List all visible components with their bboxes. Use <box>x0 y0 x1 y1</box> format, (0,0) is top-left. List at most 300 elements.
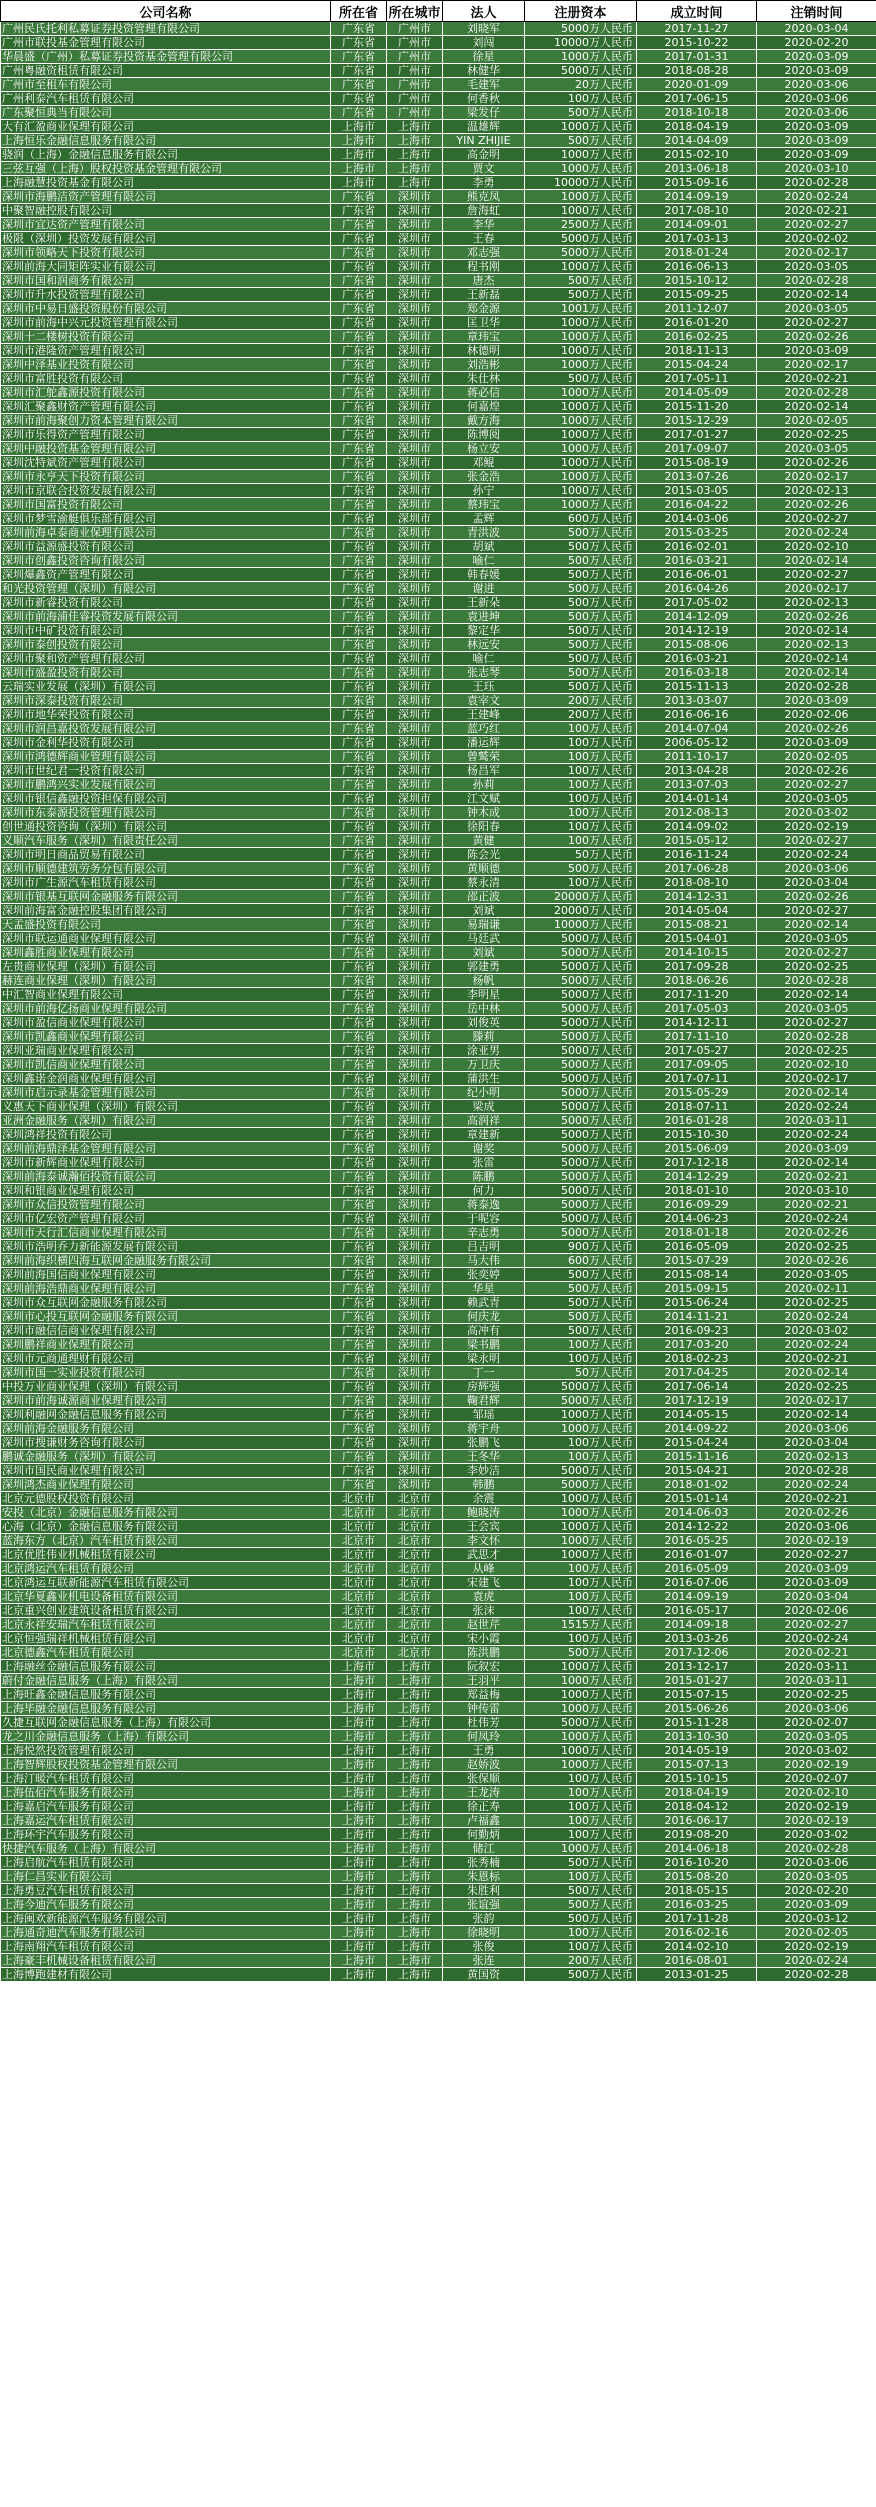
cell-legal-rep: 邹瑶 <box>443 1408 525 1422</box>
cell-province: 上海市 <box>331 1912 387 1926</box>
cell-reg-capital: 1000万人民币 <box>525 1688 637 1702</box>
cell-established: 2015-10-30 <box>637 1128 757 1142</box>
cell-established: 2018-08-10 <box>637 876 757 890</box>
cell-province: 上海市 <box>331 134 387 148</box>
cell-legal-rep: 王新磊 <box>443 288 525 302</box>
cell-legal-rep: 王珏 <box>443 680 525 694</box>
cell-legal-rep: 阮叙宏 <box>443 1660 525 1674</box>
table-row <box>1 596 876 610</box>
cell-cancelled: 2020-02-13 <box>757 596 876 610</box>
cell-legal-rep: 何香秋 <box>443 92 525 106</box>
cell-company-name: 深圳市启示录基金管理有限公司 <box>1 1086 331 1100</box>
cell-province: 广东省 <box>331 834 387 848</box>
table-row <box>1 1394 876 1408</box>
cell-legal-rep: 黄国资 <box>443 1968 525 1982</box>
cell-company-name: 深圳市东泰源投资管理有限公司 <box>1 806 331 820</box>
cell-cancelled: 2020-02-27 <box>757 1548 876 1562</box>
table-row <box>1 204 876 218</box>
cell-cancelled: 2020-02-24 <box>757 1212 876 1226</box>
cell-province: 广东省 <box>331 722 387 736</box>
cell-city: 上海市 <box>387 162 443 176</box>
cell-province: 广东省 <box>331 456 387 470</box>
cell-cancelled: 2020-02-14 <box>757 1086 876 1100</box>
cell-established: 2016-06-13 <box>637 260 757 274</box>
cell-cancelled: 2020-03-09 <box>757 64 876 78</box>
cell-reg-capital: 500万人民币 <box>525 134 637 148</box>
cell-established: 2018-04-19 <box>637 120 757 134</box>
cell-established: 2015-08-19 <box>637 456 757 470</box>
table-row <box>1 1184 876 1198</box>
cell-reg-capital: 1000万人民币 <box>525 190 637 204</box>
cell-established: 2014-09-01 <box>637 218 757 232</box>
cell-established: 2018-10-18 <box>637 106 757 120</box>
cell-reg-capital: 900万人民币 <box>525 1240 637 1254</box>
cell-province: 北京市 <box>331 1562 387 1576</box>
cell-city: 上海市 <box>387 1660 443 1674</box>
cell-company-name: 深圳市永亨天下投资有限公司 <box>1 470 331 484</box>
cell-province: 广东省 <box>331 22 387 36</box>
cell-cancelled: 2020-03-05 <box>757 792 876 806</box>
cell-cancelled: 2020-02-24 <box>757 1310 876 1324</box>
cell-reg-capital: 5000万人民币 <box>525 64 637 78</box>
table-row <box>1 1324 876 1338</box>
cell-legal-rep: 谢进 <box>443 582 525 596</box>
cell-company-name: 深圳市汇鸵鑫源投资有限公司 <box>1 386 331 400</box>
cell-province: 上海市 <box>331 1940 387 1954</box>
cell-province: 广东省 <box>331 946 387 960</box>
cell-established: 2018-04-19 <box>637 1786 757 1800</box>
table-row <box>1 1604 876 1618</box>
cell-city: 北京市 <box>387 1534 443 1548</box>
cell-established: 2016-07-06 <box>637 1576 757 1590</box>
cell-established: 2015-08-06 <box>637 638 757 652</box>
table-row <box>1 1016 876 1030</box>
cell-established: 2016-02-25 <box>637 330 757 344</box>
cell-established: 2018-07-11 <box>637 1100 757 1114</box>
cell-cancelled: 2020-02-26 <box>757 1506 876 1520</box>
cell-reg-capital: 500万人民币 <box>525 1310 637 1324</box>
cell-city: 北京市 <box>387 1506 443 1520</box>
cell-legal-rep: 杨昌军 <box>443 764 525 778</box>
cell-cancelled: 2020-02-21 <box>757 372 876 386</box>
cell-cancelled: 2020-02-19 <box>757 1940 876 1954</box>
cell-company-name: 深圳市中易日盛投资股份有限公司 <box>1 302 331 316</box>
cell-legal-rep: 贾文 <box>443 162 525 176</box>
cell-province: 广东省 <box>331 554 387 568</box>
table-row <box>1 428 876 442</box>
table-row <box>1 1800 876 1814</box>
cell-legal-rep: 匡卫华 <box>443 316 525 330</box>
cell-reg-capital: 1000万人民币 <box>525 484 637 498</box>
cell-legal-rep: 张韵 <box>443 1912 525 1926</box>
cell-city: 深圳市 <box>387 218 443 232</box>
cell-city: 深圳市 <box>387 820 443 834</box>
cell-reg-capital: 5000万人民币 <box>525 1072 637 1086</box>
cell-established: 2006-05-12 <box>637 736 757 750</box>
cell-reg-capital: 1000万人民币 <box>525 1730 637 1744</box>
cell-reg-capital: 100万人民币 <box>525 1814 637 1828</box>
cell-reg-capital: 500万人民币 <box>525 106 637 120</box>
table-row <box>1 1198 876 1212</box>
table-row <box>1 904 876 918</box>
cell-province: 广东省 <box>331 876 387 890</box>
table-row <box>1 1212 876 1226</box>
cell-cancelled: 2020-02-28 <box>757 386 876 400</box>
cell-established: 2015-01-27 <box>637 1674 757 1688</box>
cell-reg-capital: 500万人民币 <box>525 274 637 288</box>
cell-legal-rep: 王建峰 <box>443 708 525 722</box>
cell-cancelled: 2020-02-14 <box>757 1156 876 1170</box>
cell-established: 2015-03-05 <box>637 484 757 498</box>
cell-legal-rep: 宋小霞 <box>443 1632 525 1646</box>
cell-reg-capital: 100万人民币 <box>525 1828 637 1842</box>
cell-reg-capital: 600万人民币 <box>525 512 637 526</box>
cell-reg-capital: 100万人民币 <box>525 778 637 792</box>
cell-company-name: 深圳市顺德建筑劳务分包有限公司 <box>1 862 331 876</box>
cell-legal-rep: 房辉强 <box>443 1380 525 1394</box>
cell-reg-capital: 100万人民币 <box>525 1450 637 1464</box>
cell-reg-capital: 20000万人民币 <box>525 890 637 904</box>
cell-legal-rep: 张鹏飞 <box>443 1436 525 1450</box>
cell-legal-rep: 蒲洪生 <box>443 1072 525 1086</box>
cell-company-name: 上海伍佰汽车服务有限公司 <box>1 1786 331 1800</box>
cell-legal-rep: 刘闯 <box>443 36 525 50</box>
table-row <box>1 442 876 456</box>
table-row <box>1 498 876 512</box>
cell-reg-capital: 50万人民币 <box>525 848 637 862</box>
table-row <box>1 1562 876 1576</box>
cell-company-name: 深圳市国民商业保理有限公司 <box>1 1464 331 1478</box>
cell-company-name: 深圳市凯鑫商业保理有限公司 <box>1 1030 331 1044</box>
cell-company-name: 上海博跑建材有限公司 <box>1 1968 331 1982</box>
cell-company-name: 上海汀暖汽车租赁有限公司 <box>1 1772 331 1786</box>
cell-company-name: 深圳市创鑫投资咨询有限公司 <box>1 554 331 568</box>
cell-established: 2016-04-26 <box>637 582 757 596</box>
cell-reg-capital: 100万人民币 <box>525 1604 637 1618</box>
cell-established: 2015-02-10 <box>637 148 757 162</box>
cell-province: 广东省 <box>331 1436 387 1450</box>
cell-province: 广东省 <box>331 862 387 876</box>
cell-province: 广东省 <box>331 1086 387 1100</box>
cell-province: 广东省 <box>331 708 387 722</box>
cell-cancelled: 2020-02-19 <box>757 1758 876 1772</box>
cell-reg-capital: 500万人民币 <box>525 680 637 694</box>
table-row <box>1 1898 876 1912</box>
cell-province: 广东省 <box>331 1142 387 1156</box>
cell-company-name: 上海环宇汽车服务有限公司 <box>1 1828 331 1842</box>
table-row <box>1 1646 876 1660</box>
cell-established: 2015-11-13 <box>637 680 757 694</box>
cell-cancelled: 2020-03-10 <box>757 1184 876 1198</box>
cell-province: 广东省 <box>331 1450 387 1464</box>
cell-cancelled: 2020-03-06 <box>757 1856 876 1870</box>
cell-cancelled: 2020-03-11 <box>757 1660 876 1674</box>
table-row <box>1 414 876 428</box>
cell-cancelled: 2020-02-24 <box>757 1100 876 1114</box>
table-row <box>1 1114 876 1128</box>
cell-reg-capital: 1000万人民币 <box>525 1492 637 1506</box>
cell-company-name: 深圳市新辉商业保理有限公司 <box>1 1156 331 1170</box>
table-row <box>1 400 876 414</box>
cell-city: 深圳市 <box>387 1072 443 1086</box>
cell-city: 深圳市 <box>387 834 443 848</box>
cell-legal-rep: 鞠君辉 <box>443 1394 525 1408</box>
cell-cancelled: 2020-02-28 <box>757 974 876 988</box>
cell-legal-rep: 涂亚男 <box>443 1044 525 1058</box>
cell-cancelled: 2020-02-27 <box>757 512 876 526</box>
cell-established: 2013-12-17 <box>637 1660 757 1674</box>
cell-company-name: 上海悦然投资管理有限公司 <box>1 1744 331 1758</box>
table-row <box>1 1268 876 1282</box>
cell-legal-rep: 王会宾 <box>443 1520 525 1534</box>
cell-city: 北京市 <box>387 1646 443 1660</box>
cell-company-name: 和光投资管理（深圳）有限公司 <box>1 582 331 596</box>
cell-cancelled: 2020-03-06 <box>757 1702 876 1716</box>
table-row <box>1 582 876 596</box>
cell-city: 深圳市 <box>387 666 443 680</box>
table-row <box>1 1758 876 1772</box>
cell-legal-rep: 卢福鑫 <box>443 1814 525 1828</box>
cell-city: 深圳市 <box>387 246 443 260</box>
table-row <box>1 1100 876 1114</box>
cell-cancelled: 2020-03-05 <box>757 302 876 316</box>
cell-company-name: 深圳前海大同矩阵实业有限公司 <box>1 260 331 274</box>
cell-city: 北京市 <box>387 1632 443 1646</box>
cell-company-name: 深圳市金利华投资有限公司 <box>1 736 331 750</box>
cell-city: 上海市 <box>387 1786 443 1800</box>
cell-legal-rep: 熊克凤 <box>443 190 525 204</box>
table-row <box>1 694 876 708</box>
cell-legal-rep: 梁永明 <box>443 1352 525 1366</box>
cell-cancelled: 2020-02-14 <box>757 666 876 680</box>
cell-province: 广东省 <box>331 1352 387 1366</box>
cell-province: 广东省 <box>331 1338 387 1352</box>
cell-cancelled: 2020-02-26 <box>757 456 876 470</box>
cell-city: 深圳市 <box>387 386 443 400</box>
cell-reg-capital: 1000万人民币 <box>525 456 637 470</box>
cell-reg-capital: 1515万人民币 <box>525 1618 637 1632</box>
cell-reg-capital: 1000万人民币 <box>525 1744 637 1758</box>
cell-province: 上海市 <box>331 1926 387 1940</box>
table-row <box>1 120 876 134</box>
cell-province: 广东省 <box>331 330 387 344</box>
table-row <box>1 1030 876 1044</box>
cell-city: 深圳市 <box>387 274 443 288</box>
cell-province: 广东省 <box>331 1100 387 1114</box>
cell-company-name: 深圳前海国信商业保理有限公司 <box>1 1268 331 1282</box>
cell-province: 上海市 <box>331 120 387 134</box>
cell-cancelled: 2020-03-05 <box>757 442 876 456</box>
cell-legal-rep: 王羽平 <box>443 1674 525 1688</box>
table-row <box>1 1814 876 1828</box>
cell-city: 深圳市 <box>387 302 443 316</box>
cell-city: 深圳市 <box>387 694 443 708</box>
cell-company-name: 创世通投资咨询（深圳）有限公司 <box>1 820 331 834</box>
cell-cancelled: 2020-03-09 <box>757 120 876 134</box>
cell-province: 上海市 <box>331 1786 387 1800</box>
cell-company-name: 深圳前海卓泰商业保理有限公司 <box>1 526 331 540</box>
cell-established: 2014-02-10 <box>637 1940 757 1954</box>
cell-legal-rep: 李文怀 <box>443 1534 525 1548</box>
cell-province: 北京市 <box>331 1548 387 1562</box>
table-row <box>1 260 876 274</box>
cell-company-name: 深圳市新睿投资有限公司 <box>1 596 331 610</box>
cell-cancelled: 2020-02-07 <box>757 1716 876 1730</box>
cell-company-name: 广州市至租车有限公司 <box>1 78 331 92</box>
cell-reg-capital: 5000万人民币 <box>525 1212 637 1226</box>
cell-reg-capital: 100万人民币 <box>525 1338 637 1352</box>
cell-city: 广州市 <box>387 106 443 120</box>
cell-city: 深圳市 <box>387 1002 443 1016</box>
cell-reg-capital: 200万人民币 <box>525 708 637 722</box>
cell-province: 广东省 <box>331 1296 387 1310</box>
table-row <box>1 946 876 960</box>
cell-cancelled: 2020-03-09 <box>757 1576 876 1590</box>
table-row <box>1 1576 876 1590</box>
cell-company-name: 深圳市元商通理财有限公司 <box>1 1352 331 1366</box>
cell-company-name: 云瑞实业发展（深圳）有限公司 <box>1 680 331 694</box>
cell-city: 上海市 <box>387 1898 443 1912</box>
cell-established: 2016-03-25 <box>637 1898 757 1912</box>
cell-province: 上海市 <box>331 1842 387 1856</box>
cell-cancelled: 2020-03-04 <box>757 876 876 890</box>
cell-cancelled: 2020-02-24 <box>757 1954 876 1968</box>
table-row <box>1 1548 876 1562</box>
cell-province: 北京市 <box>331 1520 387 1534</box>
cell-province: 广东省 <box>331 1240 387 1254</box>
cell-city: 深圳市 <box>387 1268 443 1282</box>
cell-reg-capital: 10000万人民币 <box>525 176 637 190</box>
table-row <box>1 1408 876 1422</box>
table-row <box>1 1366 876 1380</box>
cell-reg-capital: 5000万人民币 <box>525 974 637 988</box>
table-row <box>1 918 876 932</box>
cell-established: 2017-11-28 <box>637 1912 757 1926</box>
cell-company-name: 深圳市乐得资产管理有限公司 <box>1 428 331 442</box>
table-row <box>1 1632 876 1646</box>
cell-reg-capital: 500万人民币 <box>525 1324 637 1338</box>
table-row <box>1 1478 876 1492</box>
cell-cancelled: 2020-02-17 <box>757 246 876 260</box>
cell-company-name: 深圳鹏祥商业保理有限公司 <box>1 1338 331 1352</box>
cell-city: 深圳市 <box>387 1086 443 1100</box>
cell-legal-rep: 宋建飞 <box>443 1576 525 1590</box>
cell-city: 深圳市 <box>387 568 443 582</box>
cell-reg-capital: 100万人民币 <box>525 1590 637 1604</box>
cell-established: 2013-03-07 <box>637 694 757 708</box>
cell-reg-capital: 5000万人民币 <box>525 932 637 946</box>
cell-established: 2014-06-03 <box>637 1506 757 1520</box>
table-row <box>1 526 876 540</box>
cell-city: 上海市 <box>387 1856 443 1870</box>
cell-cancelled: 2020-03-04 <box>757 1436 876 1450</box>
table-row <box>1 638 876 652</box>
cell-cancelled: 2020-02-27 <box>757 778 876 792</box>
table-row <box>1 1436 876 1450</box>
cell-cancelled: 2020-02-28 <box>757 1464 876 1478</box>
cell-province: 广东省 <box>331 764 387 778</box>
cell-reg-capital: 500万人民币 <box>525 862 637 876</box>
cell-established: 2016-02-16 <box>637 1926 757 1940</box>
cell-established: 2017-05-02 <box>637 596 757 610</box>
cell-company-name: 上海仁昌实业有限公司 <box>1 1870 331 1884</box>
table-row <box>1 1884 876 1898</box>
table-row <box>1 106 876 120</box>
cell-province: 广东省 <box>331 526 387 540</box>
cell-province: 北京市 <box>331 1604 387 1618</box>
cell-company-name: 快捷汽车服务（上海）有限公司 <box>1 1842 331 1856</box>
cell-legal-rep: 张秀楠 <box>443 1856 525 1870</box>
cell-cancelled: 2020-02-14 <box>757 1366 876 1380</box>
cell-established: 2016-06-01 <box>637 568 757 582</box>
cell-province: 广东省 <box>331 1198 387 1212</box>
table-row <box>1 162 876 176</box>
cell-city: 深圳市 <box>387 1464 443 1478</box>
cell-legal-rep: 丁一 <box>443 1366 525 1380</box>
header-cancelled: 注销时间 <box>757 1 876 22</box>
cell-city: 上海市 <box>387 1884 443 1898</box>
cell-city: 深圳市 <box>387 540 443 554</box>
cell-cancelled: 2020-03-02 <box>757 1744 876 1758</box>
cell-company-name: 上海南翔汽车租赁有限公司 <box>1 1940 331 1954</box>
cell-reg-capital: 100万人民币 <box>525 92 637 106</box>
table-row <box>1 610 876 624</box>
cell-cancelled: 2020-02-20 <box>757 1884 876 1898</box>
cell-reg-capital: 600万人民币 <box>525 1254 637 1268</box>
cell-cancelled: 2020-02-25 <box>757 1380 876 1394</box>
cell-established: 2017-11-27 <box>637 22 757 36</box>
cell-established: 2018-01-24 <box>637 246 757 260</box>
table-row <box>1 372 876 386</box>
table-row <box>1 624 876 638</box>
cell-legal-rep: 何庆龙 <box>443 1310 525 1324</box>
cell-cancelled: 2020-03-09 <box>757 1142 876 1156</box>
cell-cancelled: 2020-02-14 <box>757 288 876 302</box>
cell-established: 2016-03-18 <box>637 666 757 680</box>
cell-province: 广东省 <box>331 1464 387 1478</box>
cell-province: 上海市 <box>331 1660 387 1674</box>
cell-established: 2018-08-28 <box>637 64 757 78</box>
cell-reg-capital: 1000万人民币 <box>525 386 637 400</box>
cell-established: 2018-06-26 <box>637 974 757 988</box>
cell-established: 2018-02-23 <box>637 1352 757 1366</box>
cell-cancelled: 2020-02-28 <box>757 176 876 190</box>
cell-established: 2017-09-05 <box>637 1058 757 1072</box>
table-row <box>1 1464 876 1478</box>
cell-cancelled: 2020-03-09 <box>757 736 876 750</box>
cell-cancelled: 2020-02-25 <box>757 428 876 442</box>
cell-province: 上海市 <box>331 1968 387 1982</box>
cell-reg-capital: 2500万人民币 <box>525 218 637 232</box>
cell-established: 2015-06-26 <box>637 1702 757 1716</box>
cell-city: 深圳市 <box>387 890 443 904</box>
cell-established: 2017-01-31 <box>637 50 757 64</box>
header-reg-capital: 注册资本 <box>525 1 637 22</box>
cell-company-name: 心海（北京）金融信息服务有限公司 <box>1 1520 331 1534</box>
cell-city: 广州市 <box>387 78 443 92</box>
cell-established: 2017-05-27 <box>637 1044 757 1058</box>
cell-cancelled: 2020-02-28 <box>757 680 876 694</box>
cell-established: 2018-05-15 <box>637 1884 757 1898</box>
cell-cancelled: 2020-03-09 <box>757 134 876 148</box>
cell-city: 深圳市 <box>387 1310 443 1324</box>
cell-province: 广东省 <box>331 190 387 204</box>
cell-province: 广东省 <box>331 302 387 316</box>
cell-province: 广东省 <box>331 358 387 372</box>
cell-cancelled: 2020-02-27 <box>757 316 876 330</box>
cell-established: 2014-05-09 <box>637 386 757 400</box>
cell-city: 深圳市 <box>387 442 443 456</box>
